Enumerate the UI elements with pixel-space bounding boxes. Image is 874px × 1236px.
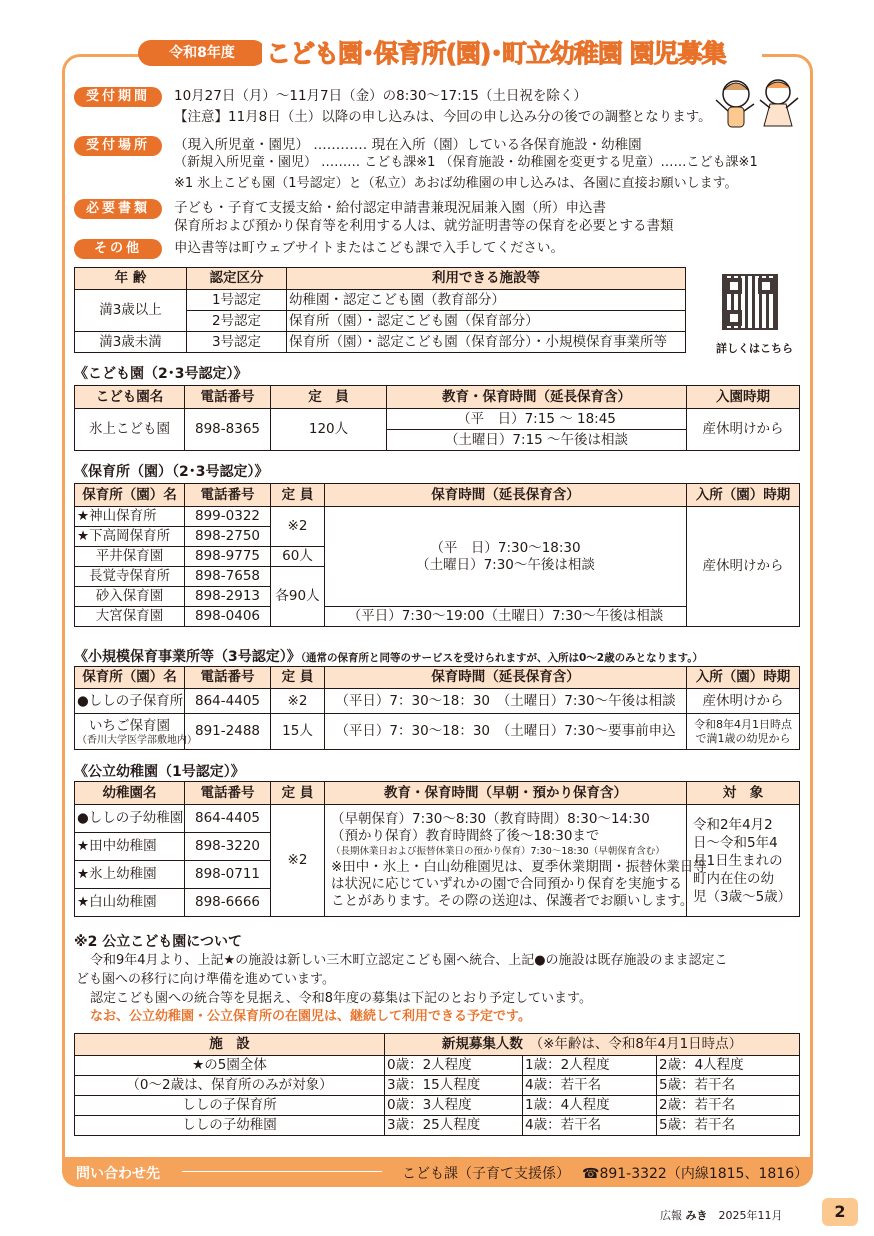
hoikusho-phone: 898-0406 — [185, 607, 271, 627]
recruit-cell: 5歳：若干名 — [657, 1116, 800, 1136]
yochien-header: 対 象 — [687, 782, 800, 805]
label-required-documents: 必要書類 — [74, 199, 162, 219]
hoikusho-times — [325, 507, 687, 607]
kodomoen-table — [74, 385, 800, 451]
publication-label: 広報 — [660, 1209, 682, 1222]
yochien-header: 教育・保育時間（早朝・預かり保育含） — [325, 782, 687, 805]
shokibo-entry: 令和8年4月1日時点 — [694, 717, 792, 731]
yochien-time-line: （預かり保育）教育時間終了後～18:30まで — [331, 828, 600, 844]
contact-label: 問い合わせ先 — [76, 1166, 160, 1182]
shokibo-name: ●ししの子保育所 — [75, 689, 185, 714]
reception-place-line-3: ※1 氷上こども園（1号認定）と（私立）あおば幼稚園の申し込みは、各園に直接お願いします。 — [174, 176, 738, 191]
yochien-name: ★田中幼稚園 — [75, 833, 185, 861]
hoikusho-phone: 898-9775 — [185, 547, 271, 567]
yochien-time-line: ことがあります。その際の送迎は、保護者でお願いします。 — [331, 893, 694, 909]
cert-cell: 幼稚園・認定こども園（教育部分） — [287, 290, 686, 311]
contact-bar — [62, 1157, 813, 1187]
hoikusho-table — [74, 483, 800, 627]
shokibo-name: いちご保育園 — [89, 717, 170, 734]
reception-period-text: 10月27日（月）～11月7日（金）の8:30～17:15（土日祝を除く） — [174, 88, 587, 104]
yochien-target-line: 日～令和5年4 — [693, 834, 778, 851]
hoikusho-name: ★下高岡保育所 — [75, 527, 185, 547]
shokibo-time: （平日）7：30～18：30 （土曜日）7:30～午後は相談 — [325, 689, 687, 714]
shokibo-phone: 891-2488 — [185, 714, 271, 750]
cert-header-class: 認定区分 — [187, 268, 287, 290]
recruit-header-note: （※年齢は、令和8年4月1日時点） — [536, 1036, 743, 1052]
recruit-cell: 3歳：25人程度 — [385, 1116, 523, 1136]
kodomoen-header: こども園名 — [75, 386, 185, 409]
other-text: 申込書等は町ウェブサイトまたはこども課で入手してください。 — [174, 240, 565, 256]
yochien-phone: 898-0711 — [185, 861, 271, 889]
recruit-facility: ★の5園全体 — [75, 1056, 385, 1076]
shokibo-name-cell — [75, 714, 197, 750]
yochien-capacity: ※2 — [271, 805, 325, 917]
reception-place-line-2: （新規入所児童・園児） ……… こども課※1 （保育施設・幼稚園を変更する児童）……こども課※1 — [174, 155, 758, 170]
hoikusho-header: 定 員 — [271, 484, 325, 507]
contact-divider — [182, 1171, 382, 1172]
recruit-facility: ししの子保育所 — [75, 1096, 385, 1116]
shokibo-header: 保育時間（延長保育含） — [325, 667, 687, 689]
shokibo-header: 定 員 — [271, 667, 325, 689]
publication-date: 2025年11月 — [718, 1209, 783, 1222]
cert-cell: 3号認定 — [187, 332, 287, 353]
recruit-cell: 0歳：2人程度 — [385, 1056, 523, 1076]
shokibo-capacity: ※2 — [271, 689, 325, 714]
kodomoen-time-saturday: （土曜日）7:15 ～午後は相談 — [387, 430, 687, 451]
yochien-time-line: （早朝保育）7:30～8:30（教育時間）8:30～14:30 — [331, 811, 650, 827]
shokibo-note: （通常の保育所と同等のサービスを受けられますが、入所は0～2歳のみとなります。） — [300, 652, 704, 664]
note2-title: ※2 公立こども園について — [74, 934, 242, 950]
recruit-header: 新規募集人数 — [441, 1036, 523, 1052]
label-other: その他 — [74, 239, 162, 259]
yochien-name: ●ししの子幼稚園 — [75, 805, 185, 833]
qr-caption: 詳しくはこちら — [716, 342, 793, 355]
yochien-time-line: は状況に応じていずれかの園で合同預かり保育を実施する — [331, 876, 682, 892]
cert-cell: 2号認定 — [187, 311, 287, 332]
hoikusho-name: ★神山保育所 — [75, 507, 185, 527]
kodomoen-header: 定 員 — [271, 386, 387, 409]
cert-cell: 保育所（園）・認定こども園（保育部分） — [287, 311, 686, 332]
recruit-cell: 1歳：2人程度 — [523, 1056, 657, 1076]
page-number: 2 — [822, 1198, 858, 1226]
cert-cell: 保育所（園）・認定こども園（保育部分）・小規模保育事業所等 — [287, 332, 686, 353]
contact-dept: こども課（子育て支援係） — [402, 1166, 570, 1182]
children-illustration-icon — [708, 76, 804, 138]
yochien-target-line: 児（3歳～5歳） — [693, 888, 792, 905]
recruit-facility: （0～2歳は、保育所のみが対象） — [75, 1076, 385, 1096]
yochien-header: 電話番号 — [185, 782, 271, 805]
required-documents-line-1: 子ども・子育て支援支給・給付認定申請書兼現況届兼入園（所）申込書 — [174, 200, 606, 216]
yochien-phone: 898-6666 — [185, 889, 271, 917]
certification-table — [74, 267, 686, 353]
note2-line: 令和9年4月より、上記★の施設は新しい三木町立認定こども園へ統合、上記●の施設は既存施設のまま認定こ — [90, 953, 728, 968]
kodomoen-header: 入園時期 — [687, 386, 800, 409]
label-reception-period: 受付期間 — [74, 87, 162, 107]
yochien-table — [74, 781, 800, 917]
recruit-cell: 2歳：若干名 — [657, 1096, 800, 1116]
label-reception-place: 受付場所 — [74, 136, 162, 156]
yochien-header: 定 員 — [271, 782, 325, 805]
hoikusho-capacity: 各90人 — [271, 567, 325, 627]
cert-cell: 満3歳以上 — [75, 290, 187, 332]
shokibo-name-sub: （香川大学医学部敷地内） — [77, 734, 197, 746]
publication-name: みき — [685, 1209, 708, 1222]
shokibo-table — [74, 666, 800, 750]
yochien-phone: 898-3220 — [185, 833, 271, 861]
shokibo-title — [74, 646, 703, 666]
year-badge: 令和8年度 — [138, 40, 266, 66]
cert-cell: 1号認定 — [187, 290, 287, 311]
cert-header-facility: 利用できる施設等 — [287, 268, 686, 290]
hoikusho-name: 平井保育園 — [75, 547, 185, 567]
contact-phone[interactable]: ☎891-3322（内線1815、1816） — [582, 1166, 809, 1182]
hoikusho-capacity: ※2 — [271, 507, 325, 547]
shokibo-capacity: 15人 — [271, 714, 325, 750]
kodomoen-name: 氷上こども園 — [75, 409, 185, 451]
yochien-name: ★白山幼稚園 — [75, 889, 185, 917]
yochien-header: 幼稚園名 — [75, 782, 185, 805]
hoikusho-time-saturday: （土曜日）7:30～午後は相談 — [416, 556, 595, 573]
kodomoen-capacity: 120人 — [271, 409, 387, 451]
shokibo-header: 保育所（園）名 — [75, 667, 185, 689]
reception-place-line-1: （現入所児童・園児） ………… 現在入所（園）している各保育施設・幼稚園 — [174, 137, 642, 153]
hoikusho-header: 保育時間（延長保育含） — [325, 484, 687, 507]
yochien-title: 《公立幼稚園（1号認定）》 — [74, 764, 245, 780]
hoikusho-entry: 産休明けから — [687, 507, 800, 627]
shokibo-phone: 864-4405 — [185, 689, 271, 714]
kodomoen-header: 電話番号 — [185, 386, 271, 409]
hoikusho-phone: 898-7658 — [185, 567, 271, 587]
recruit-cell: 3歳：15人程度 — [385, 1076, 523, 1096]
yochien-time-line: （長期休業日および振替休業日の預かり保育）7:30～18:30（早朝保育含む） — [331, 846, 665, 857]
hoikusho-phone: 899-0322 — [185, 507, 271, 527]
recruit-header: 施 設 — [75, 1034, 385, 1056]
hoikusho-title: 《保育所（園）（2･3号認定）》 — [74, 464, 269, 480]
shokibo-time: （平日）7：30～18：30 （土曜日）7:30～要事前申込 — [325, 714, 687, 750]
recruit-cell: 0歳：3人程度 — [385, 1096, 523, 1116]
hoikusho-header: 保育所（園）名 — [75, 484, 185, 507]
kodomoen-title: 《こども園（2･3号認定）》 — [74, 366, 248, 382]
recruit-cell: 4歳：若干名 — [523, 1116, 657, 1136]
shokibo-entry: 産休明けから — [687, 689, 800, 714]
yochien-name: ★氷上幼稚園 — [75, 861, 185, 889]
kodomoen-entry: 産休明けから — [687, 409, 800, 451]
recruit-cell: 1歳：4人程度 — [523, 1096, 657, 1116]
hoikusho-time-last: （平日）7:30～19:00（土曜日）7:30～午後は相談 — [325, 607, 687, 627]
note2-line: ども園への移行に向け準備を進めています。 — [76, 972, 335, 987]
reception-period-note: 【注意】11月8日（土）以降の申し込みは、今回の申し込み分の後での調整となります。 — [174, 109, 712, 125]
qr-code-icon[interactable] — [722, 274, 778, 330]
hoikusho-capacity: 60人 — [271, 547, 325, 567]
shokibo-entry-cell — [687, 714, 800, 750]
kodomoen-header: 教育・保育時間（延長保育含） — [387, 386, 687, 409]
cert-cell: 満3歳未満 — [75, 332, 187, 353]
shokibo-title-text: 《小規模保育事業所等（3号認定）》 — [74, 649, 301, 665]
recruit-cell: 4歳：若干名 — [523, 1076, 657, 1096]
hoikusho-name: 砂入保育園 — [75, 587, 185, 607]
yochien-target-line: 月1日生まれの — [693, 852, 783, 869]
required-documents-line-2: 保育所および預かり保育等を利用する人は、就労証明書等の保育を必要とする書類 — [174, 218, 674, 234]
shokibo-entry-line2: で満1歳の幼児から — [695, 731, 791, 745]
yochien-times — [325, 805, 707, 917]
yochien-phone: 864-4405 — [185, 805, 271, 833]
hoikusho-name: 大宮保育園 — [75, 607, 185, 627]
note2-emphasis: なお、公立幼稚園・公立保育所の在園児は、継続して利用できる予定です。 — [90, 1009, 531, 1024]
shokibo-header: 電話番号 — [185, 667, 271, 689]
recruit-facility: ししの子幼稚園 — [75, 1116, 385, 1136]
hoikusho-phone: 898-2913 — [185, 587, 271, 607]
yochien-target-line: 町内在住の幼 — [693, 870, 774, 887]
recruit-cell: 5歳：若干名 — [657, 1076, 800, 1096]
yochien-time-line: ※田中・氷上・白山幼稚園児は、夏季休業期間・振替休業日等 — [331, 859, 707, 875]
hoikusho-header: 電話番号 — [185, 484, 271, 507]
shokibo-header: 入所（園）時期 — [687, 667, 800, 689]
yochien-target — [687, 805, 800, 917]
recruit-table — [74, 1033, 800, 1136]
hoikusho-header: 入所（園）時期 — [687, 484, 800, 507]
yochien-target-line: 令和2年4月2 — [693, 816, 773, 833]
recruit-header-group — [385, 1034, 800, 1056]
recruit-cell: 2歳：4人程度 — [657, 1056, 800, 1076]
hoikusho-time-weekday: （平 日）7:30～18:30 — [430, 539, 581, 556]
hoikusho-name: 長覚寺保育所 — [75, 567, 185, 587]
note2-line: 認定こども園への統合等を見据え、令和8年度の募集は下記のとおり予定しています。 — [90, 991, 593, 1006]
kodomoen-time-weekday: （平 日）7:15 ～ 18:45 — [387, 409, 687, 430]
page-footer — [660, 1206, 783, 1226]
page-title: こども園･保育所(園)･町立幼稚園 園児募集 — [262, 34, 762, 74]
cert-header-age: 年 齢 — [75, 268, 187, 290]
kodomoen-phone: 898-8365 — [185, 409, 271, 451]
hoikusho-phone: 898-2750 — [185, 527, 271, 547]
